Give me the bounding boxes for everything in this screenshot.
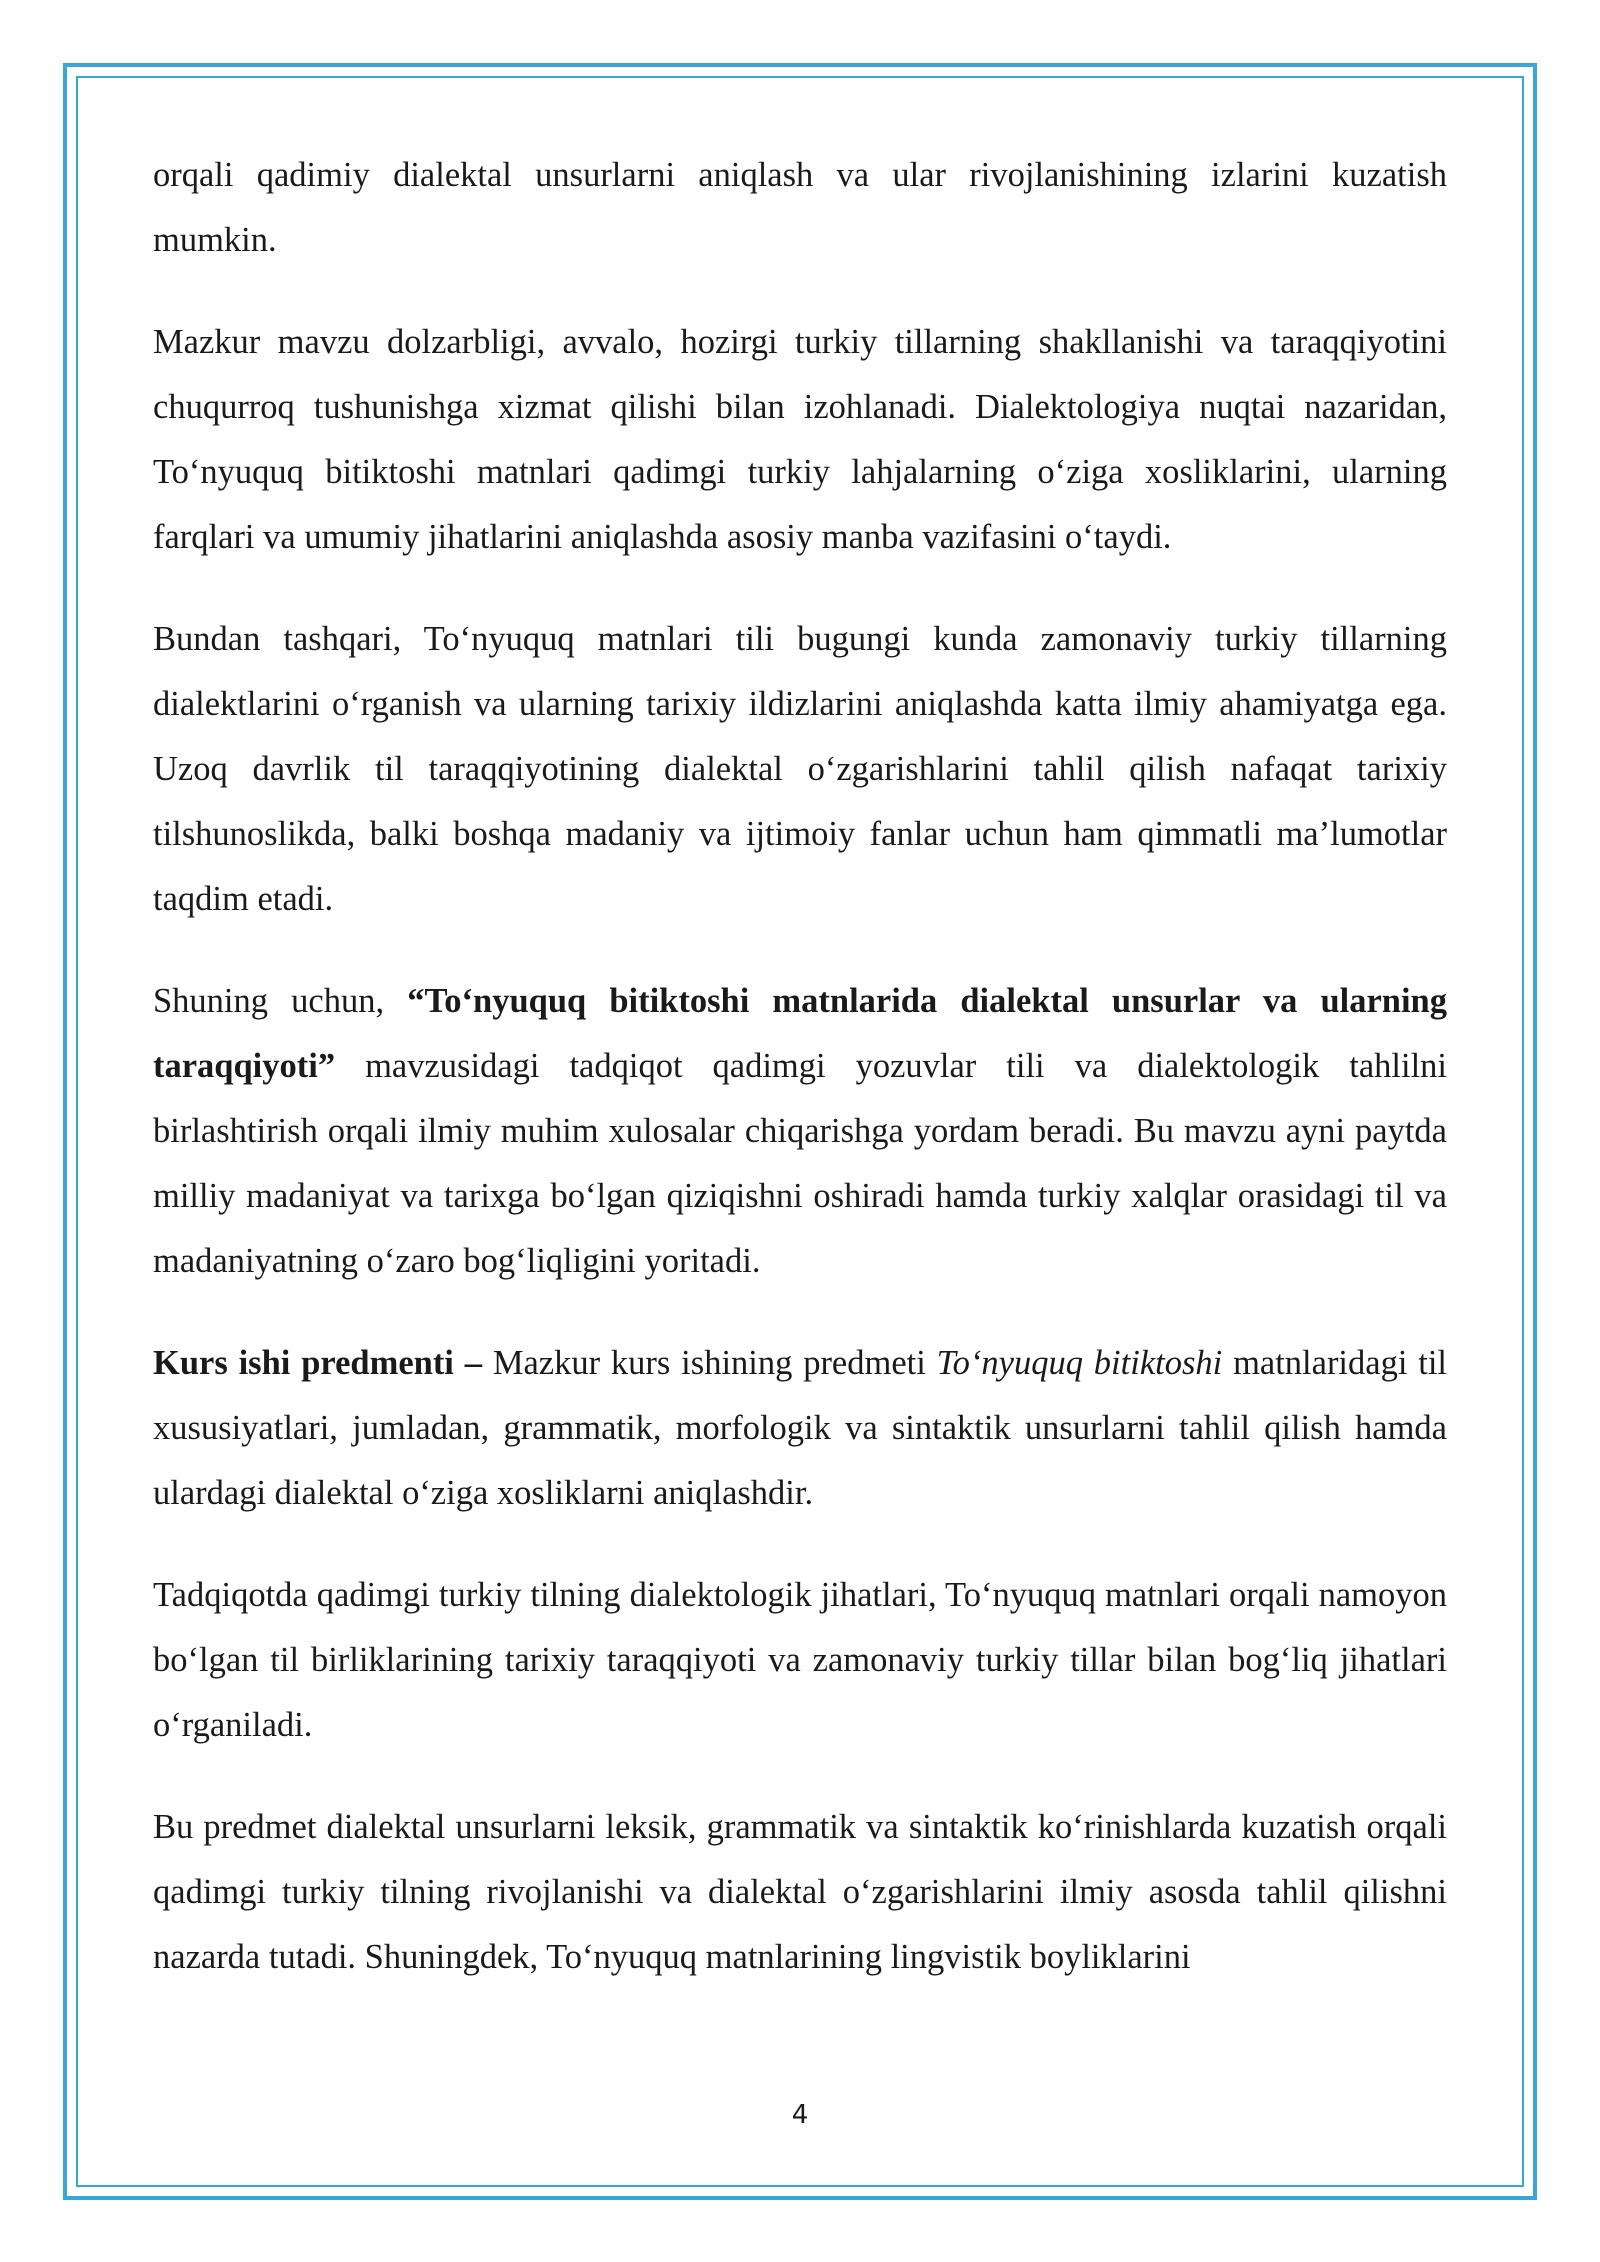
paragraph-4 bbox=[153, 969, 1447, 1294]
topic-title: “To‘nyuquq bitiktoshi matnlarida dialektal unsurlar va ularning taraqqiyoti” bbox=[153, 982, 1447, 1085]
paragraph-3: Bundan tashqari, To‘nyuquq matnlari tili bugungi kunda zamonaviy turkiy tillarning dialektlarini o‘rganish va ularning tarixiy ildizlarini aniqlashda katta ilmiy ahamiyatga ega. Uzoq davrlik til taraqqiyotining dialektal o‘zgarishlarini tahlil qilish nafaqat tarixiy tilshunoslikda, balki boshqa madaniy va ijtimoiy fanlar uchun ham qimmatli ma’lumotlar taqdim etadi. bbox=[153, 620, 1447, 918]
paragraph-1: orqali qadimiy dialektal unsurlarni aniqlash va ular rivojlanishining izlarini kuzatish mumkin. bbox=[153, 156, 1447, 259]
paragraph-5-lead: Mazkur kurs ishining predmeti bbox=[481, 1344, 937, 1382]
subject-heading: Kurs ishi predmenti – bbox=[153, 1344, 482, 1382]
document-body bbox=[153, 143, 1447, 1990]
paragraph-5 bbox=[153, 1331, 1447, 1526]
paragraph-5-rest: matnlaridagi til xususiyatlari, jumladan, grammatik, morfologik va sintaktik unsurlarni tahlil qilish hamda ulardagi dialektal o‘ziga xosliklarni aniqlashdir. bbox=[153, 1344, 1448, 1512]
paragraph-4-lead: Shuning uchun, bbox=[153, 982, 408, 1020]
paragraph-6: Tadqiqotda qadimgi turkiy tilning dialektologik jihatlari, To‘nyuquq matnlari orqali namoyon bo‘lgan til birliklarining tarixiy taraqqiyoti va zamonaviy turkiy tillar bilan bog‘liq jihatlari o‘rganiladi. bbox=[153, 1576, 1447, 1744]
subject-italic-term: To‘nyuquq bitiktoshi bbox=[936, 1344, 1223, 1382]
page-number: 4 bbox=[791, 2100, 809, 2130]
paragraph-2: Mazkur mavzu dolzarbligi, avvalo, hozirgi turkiy tillarning shakllanishi va taraqqiyotini chuqurroq tushunishga xizmat qilishi bilan izohlanadi. Dialektologiya nuqtai nazaridan, To‘nyuquq bitiktoshi matnlari qadimgi turkiy lahjalarning o‘ziga xosliklarini, ularning farqlari va umumiy jihatlarini aniqlashda asosiy manba vazifasini o‘taydi. bbox=[153, 323, 1447, 556]
paragraph-4-rest: mavzusidagi tadqiqot qadimgi yozuvlar tili va dialektologik tahlilni birlashtirish orqali ilmiy muhim xulosalar chiqarishga yordam beradi. Bu mavzu ayni paytda milliy madaniyat va tarixga bo‘lgan qiziqishni oshiradi hamda turkiy xalqlar orasidagi til va madaniyatning o‘zaro bog‘liqligini yoritadi. bbox=[153, 1047, 1447, 1280]
paragraph-7: Bu predmet dialektal unsurlarni leksik, grammatik va sintaktik ko‘rinishlarda kuzatish orqali qadimgi turkiy tilning rivojlanishi va dialektal o‘zgarishlarini ilmiy asosda tahlil qilishni nazarda tutadi. Shuningdek, To‘nyuquq matnlarining lingvistik boyliklarini bbox=[153, 1808, 1447, 1976]
